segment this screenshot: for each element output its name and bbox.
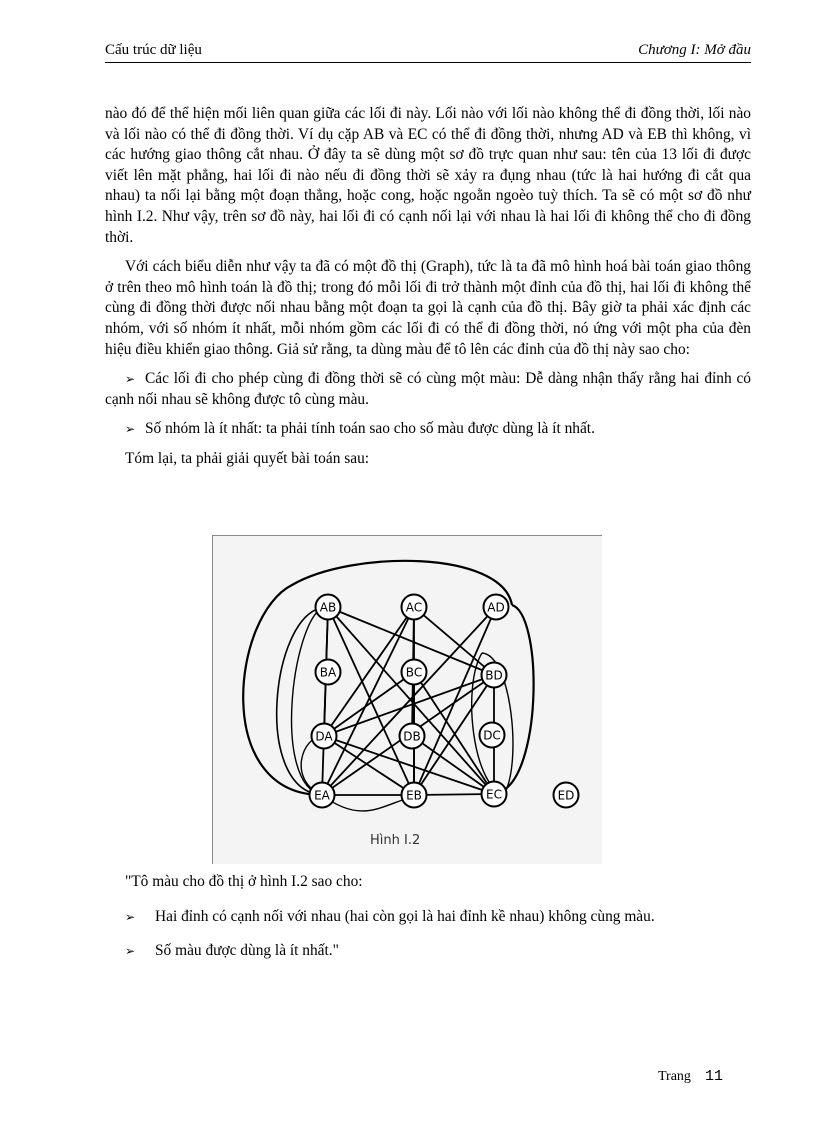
node-label: EC (486, 787, 502, 802)
header-chapter-title: Chương I: Mở đầu (638, 42, 751, 58)
arrowhead-bullet-icon: ➢ (125, 909, 136, 924)
paragraph-2: Với cách biểu diễn như vậy ta đã có một đồ thị (Graph), tức là ta đã mô hình hoá bài toán giao thông ở trên theo mô hình toán là đồ thị; trong đó mỗi lối đi trở thành một đỉnh của đồ thị, hai lối đi không thể cùng đi đồng thời được nối nhau bằng một đoạn ta gọi là cạnh của đồ thị. Bây giờ ta phải xác định các nhóm, với số nhóm ít nhất, mỗi nhóm gồm các lối đi có thể đi đồng thời, nó ứng với một pha của đèn hiệu điều khiển giao thông. Giả sử rằng, ta dùng màu để tô lên các đỉnh của đồ thị này sao cho: (105, 258, 751, 358)
paragraph-1: nào đó để thể hiện mối liên quan giữa các lối đi này. Lối nào với lối nào không thể đi đồng thời, lối nào và lối nào có thể đi đồng thời. Ví dụ cặp AB và EC có thể đi đồng thời, nhưng AD và EB thì không, vì các hướng giao thông cắt nhau. Ở đây ta sẽ dùng một sơ đồ trực quan như sau: tên của 13 lối đi được viết lên mặt phẳng, hai lối đi nào nếu đi đồng thời sẽ xảy ra đụng nhau (tức là hai hướng đi cắt qua nhau) ta nối lại bằng một đoạn thẳng, hoặc cong, hoặc ngoằn ngoèo tuỳ thích. Ta sẽ có một sơ đồ như hình I.2. Như vậy, trên sơ đồ này, hai lối đi có cạnh nối lại với nhau là hai lối đi không thể cho đi đồng thời. (105, 105, 751, 246)
header-course-title: Cấu trúc dữ liệu (105, 42, 202, 58)
bullet-item-1-text: Các lối đi cho phép cùng đi đồng thời sẽ có cùng một màu: Dễ dàng nhận thấy rằng hai đỉnh có cạnh nối nhau sẽ không được tô cùng màu. (105, 370, 751, 408)
node-label: BD (485, 668, 503, 683)
node-ac (402, 595, 427, 620)
node-ba (316, 660, 341, 685)
node-label: DB (403, 729, 421, 744)
node-ec (482, 782, 507, 807)
curve-edge (322, 795, 412, 811)
node-label: EB (406, 788, 422, 803)
arrowhead-bullet-icon: ➢ (125, 372, 136, 387)
node-label: BA (319, 665, 337, 680)
node-label: AD (487, 600, 505, 615)
node-eb (402, 783, 427, 808)
node-da (312, 724, 337, 749)
node-label: EA (314, 788, 330, 803)
body-text (105, 104, 751, 480)
page-footer (658, 1068, 723, 1085)
curve-edge (277, 608, 322, 795)
figure-graph (212, 535, 602, 864)
node-ad (484, 595, 509, 620)
footer-page-label: Trang (658, 1069, 691, 1084)
figure-caption: Hình I.2 (370, 833, 421, 848)
node-bc (402, 660, 427, 685)
bullet-item-2-text: Số nhóm là ít nhất: ta phải tính toán sao cho số màu được dùng là ít nhất. (145, 420, 595, 438)
node-label: DC (483, 728, 501, 743)
node-ab (316, 595, 341, 620)
summary-line: Tóm lại, ta phải giải quyết bài toán sau: (125, 449, 370, 467)
node-label: AC (405, 600, 423, 615)
arrowhead-bullet-icon: ➢ (125, 944, 136, 959)
problem-condition-2 (125, 941, 751, 962)
node-label: ED (557, 788, 575, 803)
node-label: BC (405, 665, 423, 680)
problem-condition-1-text: Hai đỉnh có cạnh nối với nhau (hai còn gọi là hai đỉnh kề nhau) không cùng màu. (155, 907, 655, 925)
node-label: DA (315, 729, 333, 744)
edge-bc-da (324, 672, 414, 736)
curve-edge (292, 608, 322, 795)
node-dc (480, 723, 505, 748)
problem-condition-2-text: Số màu được dùng là ít nhất." (155, 942, 339, 960)
problem-intro: "Tô màu cho đồ thị ở hình I.2 sao cho: (125, 873, 363, 890)
edge-ab-ea (322, 607, 328, 795)
node-bd (482, 663, 507, 688)
page-number: 11 (704, 1068, 723, 1085)
problem-condition-1 (125, 907, 751, 928)
bullet-item-1 (105, 369, 751, 410)
node-ed (554, 783, 579, 808)
arrowhead-bullet-icon: ➢ (125, 422, 136, 437)
node-ea (310, 783, 335, 808)
node-db (400, 724, 425, 749)
page-header (105, 40, 751, 63)
problem-statement (125, 872, 751, 976)
graph-diagram (212, 535, 602, 864)
bullet-item-2 (105, 419, 751, 440)
node-label: AB (319, 600, 337, 615)
